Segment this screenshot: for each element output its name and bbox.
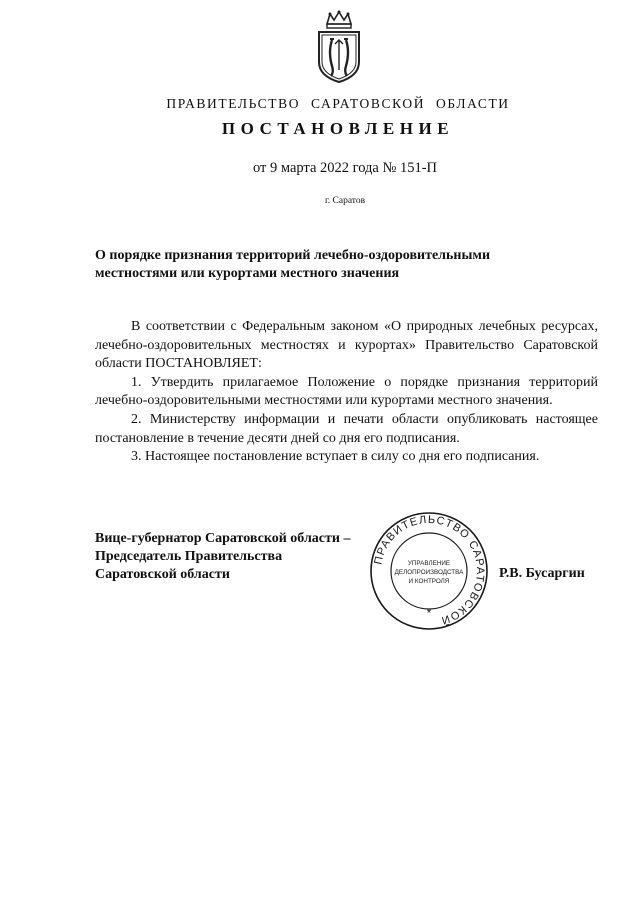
stamp-inner-line-1: УПРАВЛЕНИЕ xyxy=(407,560,451,567)
stamp-star-icon: * xyxy=(426,606,432,620)
document-date-number: от 9 марта 2022 года № 151-П xyxy=(252,160,438,176)
signer-position-line-2: Председатель Правительства xyxy=(95,549,283,564)
signer-position-line-3: Саратовской области xyxy=(95,567,230,582)
document-city: г. Саратов xyxy=(324,196,366,206)
signer-name: Р.В. Бусаргин xyxy=(499,566,585,581)
official-stamp xyxy=(368,510,490,632)
document-body xyxy=(95,318,598,467)
coat-of-arms-icon xyxy=(313,10,365,84)
stamp-outer-text: ПРАВИТЕЛЬСТВО САРАТОВСКОЙ xyxy=(372,513,487,627)
document-subject xyxy=(95,247,565,282)
body-item-1: 1. Утвердить прилагаемое Положение о порядке признания территорий лечебно-оздоровительными местностями или курортами местного значения. xyxy=(95,374,598,409)
body-item-2: 2. Министерству информации и печати области опубликовать настоящее постановление в течение десяти дней со дня его подписания. xyxy=(95,411,598,446)
subject-line-2: местностями или курортами местного значения xyxy=(95,265,400,281)
stamp-inner-line-3: И КОНТРОЛЯ xyxy=(408,578,450,585)
stamp-inner-line-2: ДЕЛОПРОИЗВОДСТВА xyxy=(394,569,464,576)
signer-position xyxy=(95,530,385,584)
preamble-paragraph: В соответствии с Федеральным законом «О природных лечебных ресурсах, лечебно-оздоровительных местностях и курортах» Правительство Саратовской области ПОСТАНОВЛЯЕТ: xyxy=(95,319,598,372)
body-item-3: 3. Настоящее постановление вступает в силу со дня его подписания. xyxy=(131,449,540,465)
subject-line-1: О порядке признания территорий лечебно-оздоровительными xyxy=(95,248,491,263)
document-type: ПОСТАНОВЛЕНИЕ xyxy=(221,119,455,138)
signer-position-line-1: Вице-губернатор Саратовской области – xyxy=(95,531,351,546)
government-title: ПРАВИТЕЛЬСТВО САРАТОВСКОЙ ОБЛАСТИ xyxy=(166,96,510,111)
